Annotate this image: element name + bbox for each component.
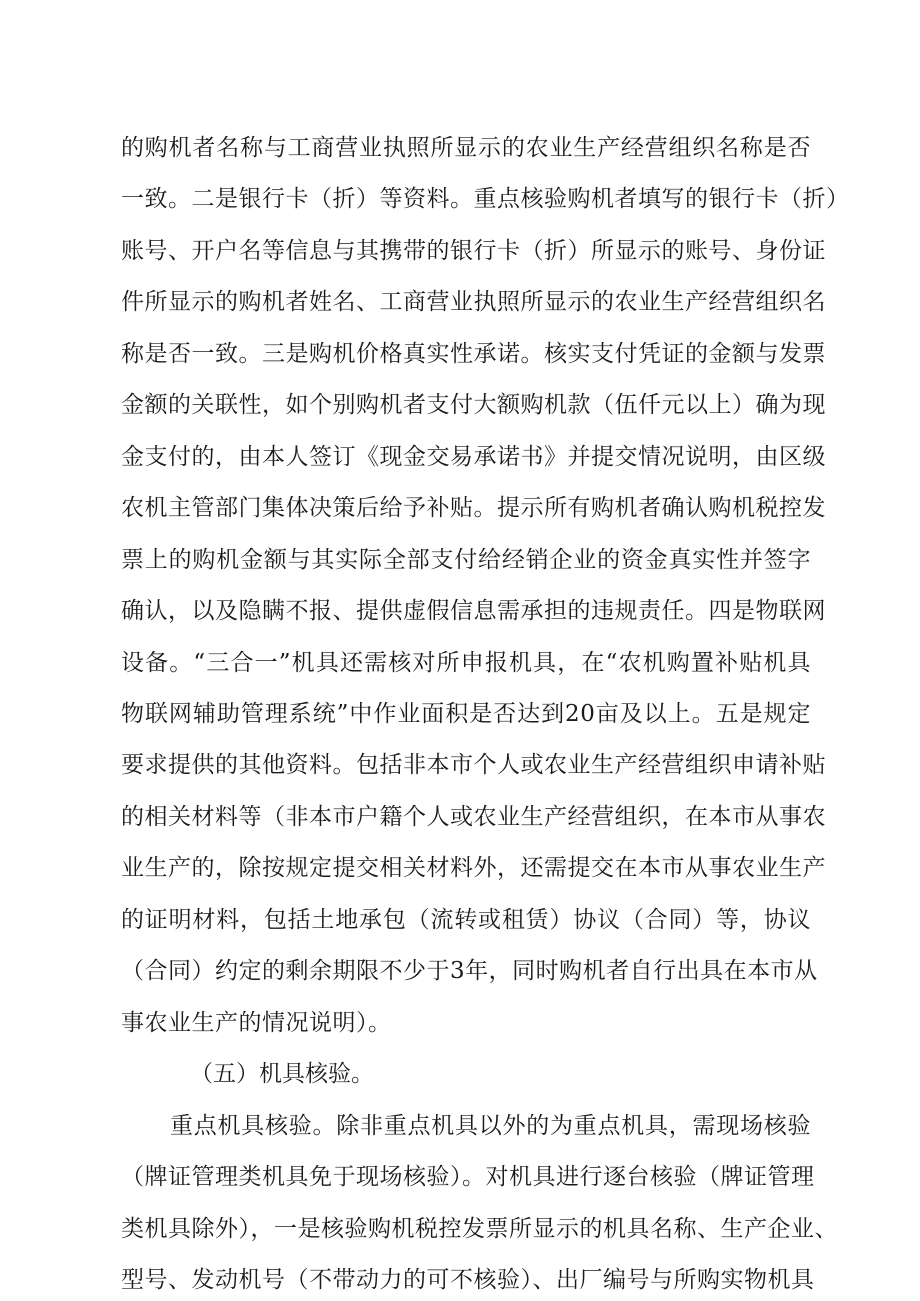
text-line: 类机具除外），一是核验购机税控发票所显示的机具名称、生产企业、 bbox=[121, 1215, 838, 1242]
text-line: 型号、发动机号（不带动力的可不核验）、出厂编号与所购实物机具 bbox=[121, 1267, 815, 1293]
text-line: （合同）约定的剩余期限不少于3年，同时购机者自行出具在本市从 bbox=[121, 958, 818, 985]
text-line: 设备。“三合一”机具还需核对所申报机具，在“农机购置补贴机具 bbox=[121, 649, 811, 676]
text-line: 账号、开户名等信息与其携带的银行卡（折）所显示的账号、身份证 bbox=[121, 237, 826, 264]
text-line: 的证明材料，包括土地承包（流转或租赁）协议（合同）等，协议 bbox=[121, 906, 811, 933]
text-line: 业生产的，除按规定提交相关材料外，还需提交在本市从事农业生产 bbox=[121, 855, 826, 882]
text-line: 农机主管部门集体决策后给予补贴。提示所有购机者确认购机税控发 bbox=[121, 495, 826, 522]
text-line: 称是否一致。三是购机价格真实性承诺。核实支付凭证的金额与发票 bbox=[121, 340, 826, 367]
text-line: 的相关材料等（非本市户籍个人或农业生产经营组织，在本市从事农 bbox=[121, 803, 826, 830]
text-line: 件所显示的购机者姓名、工商营业执照所显示的农业生产经营组织名 bbox=[121, 289, 826, 316]
text-line: 金额的关联性，如个别购机者支付大额购机款（伍仟元以上）确为现 bbox=[121, 392, 826, 419]
text-line: 重点机具核验。除非重点机具以外的为重点机具，需现场核验 bbox=[170, 1112, 811, 1139]
text-line: （牌证管理类机具免于现场核验）。对机具进行逐台核验（牌证管理 bbox=[121, 1164, 815, 1191]
text-line: 事农业生产的情况说明）。 bbox=[121, 1009, 392, 1036]
section-heading: （五）机具核验。 bbox=[190, 1061, 374, 1088]
text-line: 要求提供的其他资料。包括非本市个人或农业生产经营组织申请补贴 bbox=[121, 752, 826, 779]
text-line: 的购机者名称与工商营业执照所显示的农业生产经营组织名称是否 bbox=[121, 135, 811, 161]
text-line: 确认，以及隐瞒不报、提供虚假信息需承担的违规责任。四是物联网 bbox=[121, 598, 826, 625]
text-line: 一致。二是银行卡（折）等资料。重点核验购机者填写的银行卡（折） bbox=[121, 186, 850, 213]
text-line: 票上的购机金额与其实际全部支付给经销企业的资金真实性并签字 bbox=[121, 546, 811, 573]
text-line: 金支付的，由本人签订《现金交易承诺书》并提交情况说明，由区级 bbox=[121, 443, 826, 470]
text-line: 物联网辅助管理系统”中作业面积是否达到20亩及以上。五是规定 bbox=[121, 701, 811, 727]
